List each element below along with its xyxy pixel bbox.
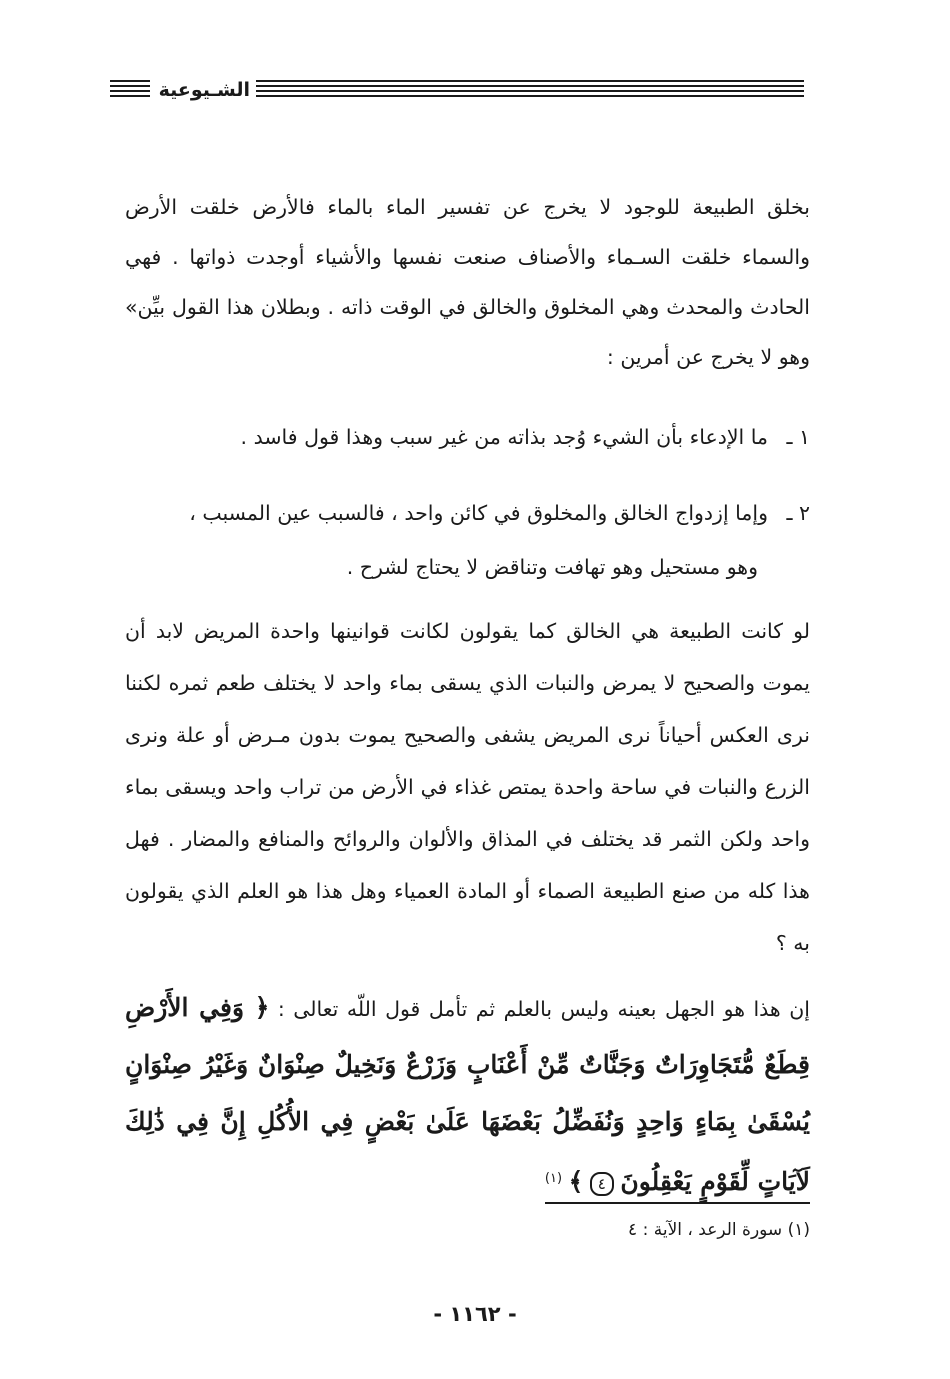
quran-verse: ﴿ وَفِي الأَرْضِ قِطَعٌ مُّتَجَاوِرَاتٌ وَجَنَّاتٌ مِّنْ أَعْنَابٍ وَزَرْعٌ وَنَخِيلٌ صِنْوَانٌ وَغَيْرُ صِنْوَانٍ يُسْقَىٰ بِمَاءٍ وَاحِدٍ وَنُفَضِّلُ بَعْضَهَا عَلَىٰ بَعْضٍ فِي الأُكُلِ إِنَّ فِي ذَٰلِكَ لَآيَاتٍ لِّقَوْمٍ يَعْقِلُونَ	[125, 993, 810, 1196]
list-item-text: وإما إزدواج الخالق والمخلوق في كائن واحد ، فالسبب عين المسبب ،	[189, 501, 768, 525]
list-item-number: ١ ـ	[786, 425, 810, 449]
list-item-1	[125, 415, 810, 459]
paragraph-3	[125, 980, 810, 1211]
ayah-number-badge: ٤	[590, 1172, 614, 1196]
footnote-separator	[545, 1202, 810, 1204]
header-title: الشـيوعية	[158, 79, 250, 101]
footnote-reference: (١)	[544, 1171, 563, 1186]
page-number: - ١١٦٢ -	[433, 1302, 517, 1326]
list-item-number: ٢ ـ	[786, 501, 810, 525]
running-header	[110, 76, 804, 106]
footnote: (١) سورة الرعد ، الآية : ٤	[628, 1220, 810, 1240]
list-item-text: ما الإدعاء بأن الشيء وُجد بذاته من غير سبب وهذا قول فاسد .	[240, 425, 768, 449]
paragraph-1: بخلق الطبيعة للوجود لا يخرج عن تفسير الماء بالماء فالأرض خلقت الأرض والسماء خلقت السـماء والأصناف صنعت نفسها والأشياء أوجدت ذواتها . فهي الحادث والمحدث وهي المخلوق والخالق في الوقت ذاته . وبطلان هذا القول بيِّن» وهو لا يخرج عن أمرين :	[125, 195, 810, 369]
quran-close-bracket: ﴾	[568, 1166, 584, 1196]
header-rule-right	[256, 80, 804, 102]
list-item-2	[125, 486, 810, 594]
quran-intro: إن هذا هو الجهل بعينه وليس بالعلم ثم تأمل قول اللّه تعالى :	[277, 997, 810, 1021]
header-rule-left	[110, 80, 150, 102]
paragraph-2: لو كانت الطبيعة هي الخالق كما يقولون لكانت قوانينها واحدة المريض لابد أن يموت والصحيح لا يمرض والنبات الذي يسقى بماء واحد لا يختلف طعم ثمره لكننا نرى العكس أحياناً نرى المريض يشفى والصحيح يموت بدون مـرض أو علة ونرى الزرع والنبات في ساحة واحدة يمتص غذاء في الأرض من تراب واحد ويسقى بماء واحد ولكن الثمر قد يختلف في المذاق والألوان والروائح والمنافع والمضار . فهل هذا كله من صنع الطبيعة الصماء أو المادة العمياء وهل هذا هو العلم الذي يقولون به ؟	[125, 619, 810, 955]
list-item-continuation: وهو مستحيل وهو تهافت وتناقض لا يحتاج لشرح .	[346, 555, 758, 579]
